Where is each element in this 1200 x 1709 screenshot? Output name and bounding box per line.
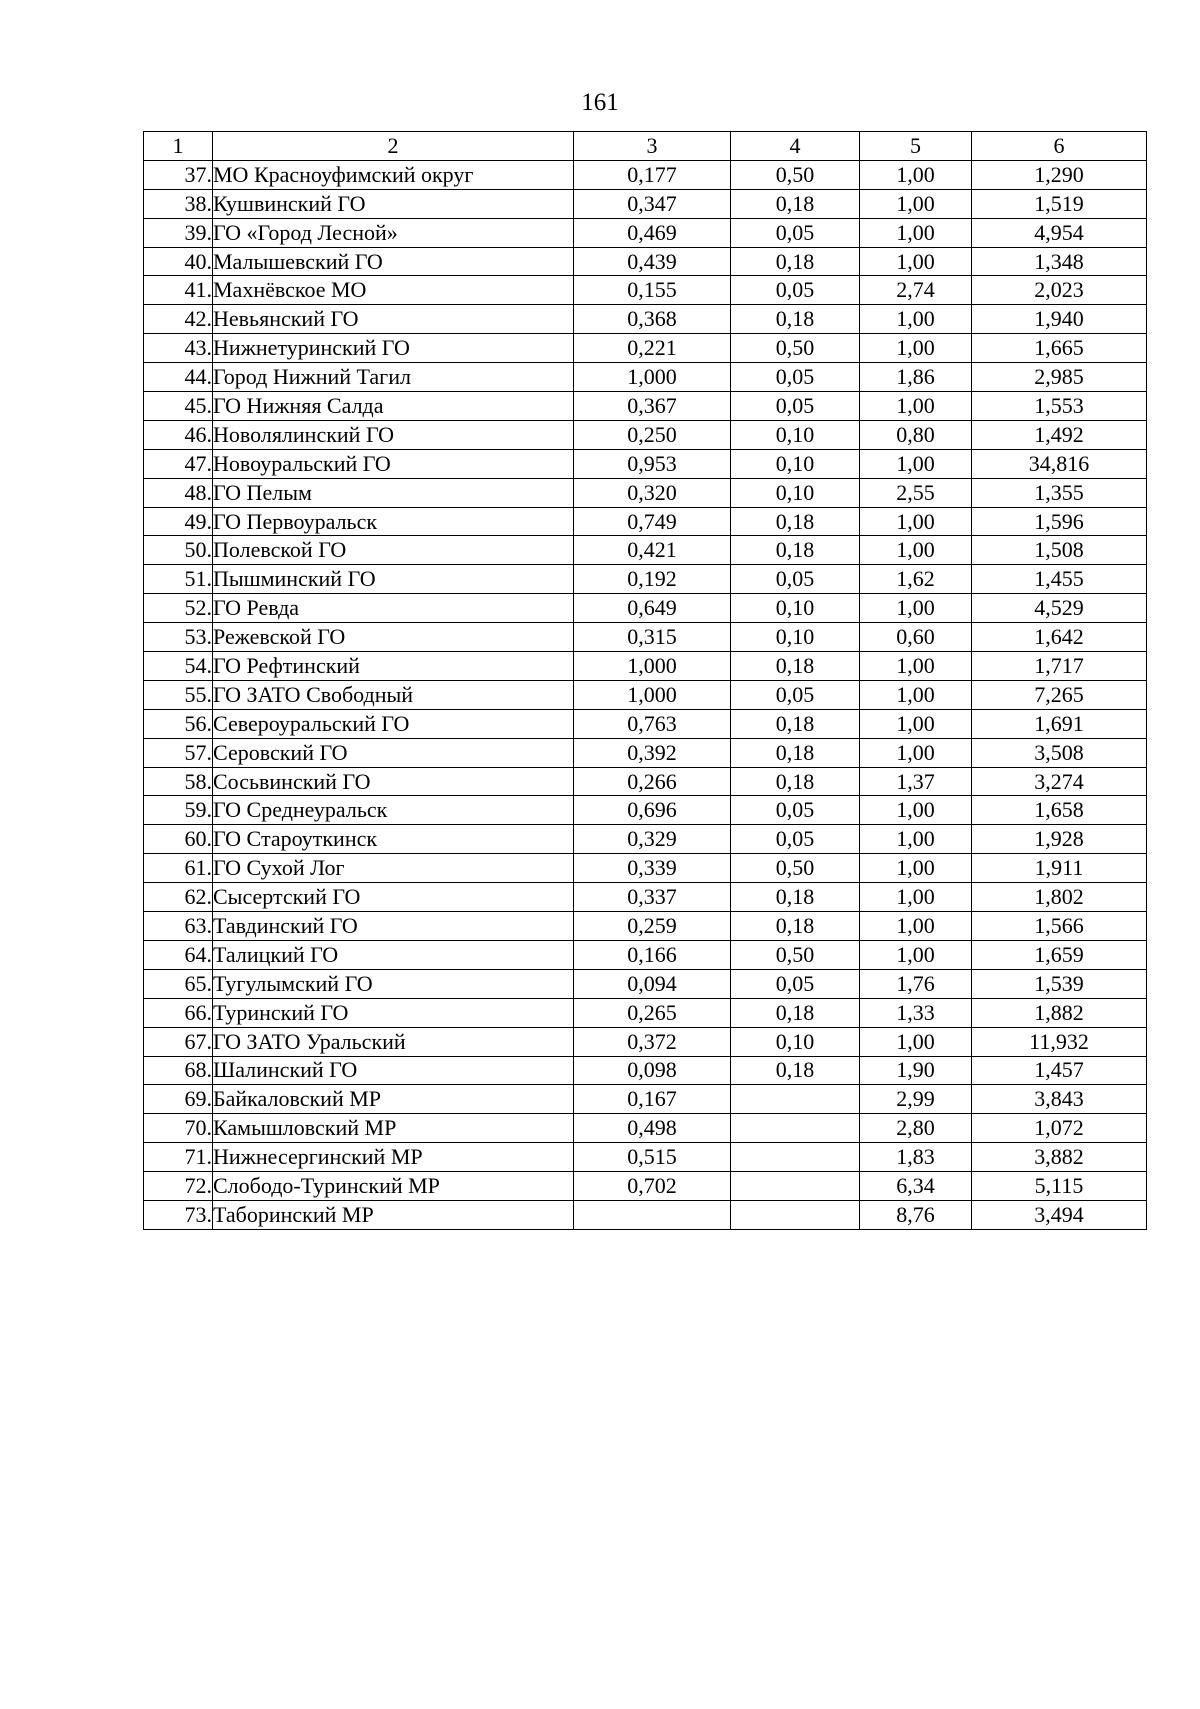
value-col-3: 0,696 — [574, 796, 731, 825]
table-row — [144, 912, 1147, 941]
value-col-5: 1,00 — [860, 218, 972, 247]
value-col-4: 0,05 — [731, 565, 860, 594]
table-body — [144, 160, 1147, 1229]
row-number: 48. — [144, 478, 213, 507]
value-col-5: 1,00 — [860, 940, 972, 969]
value-col-3: 0,392 — [574, 738, 731, 767]
value-col-3: 0,166 — [574, 940, 731, 969]
value-col-5: 1,00 — [860, 305, 972, 334]
value-col-3: 0,347 — [574, 189, 731, 218]
value-col-5: 1,00 — [860, 854, 972, 883]
value-col-5: 1,62 — [860, 565, 972, 594]
row-number: 55. — [144, 680, 213, 709]
value-col-3: 0,259 — [574, 912, 731, 941]
table-row — [144, 969, 1147, 998]
value-col-6: 1,642 — [972, 623, 1147, 652]
value-col-4: 0,18 — [731, 767, 860, 796]
table-row — [144, 767, 1147, 796]
value-col-6: 1,882 — [972, 998, 1147, 1027]
row-number: 63. — [144, 912, 213, 941]
value-col-3: 0,192 — [574, 565, 731, 594]
municipality-name: ГО Ревда — [213, 594, 574, 623]
header-col-1: 1 — [144, 132, 213, 161]
row-number: 54. — [144, 652, 213, 681]
table-row — [144, 392, 1147, 421]
table-row — [144, 1056, 1147, 1085]
header-row — [144, 132, 1147, 161]
table-row — [144, 738, 1147, 767]
value-col-5: 1,00 — [860, 652, 972, 681]
value-col-6: 3,494 — [972, 1200, 1147, 1229]
value-col-5: 1,00 — [860, 825, 972, 854]
table-row — [144, 1172, 1147, 1201]
value-col-6: 34,816 — [972, 449, 1147, 478]
value-col-4: 0,18 — [731, 247, 860, 276]
row-number: 42. — [144, 305, 213, 334]
value-col-3: 0,421 — [574, 536, 731, 565]
table-row — [144, 507, 1147, 536]
value-col-6: 1,290 — [972, 160, 1147, 189]
value-col-5: 0,80 — [860, 420, 972, 449]
table-row — [144, 623, 1147, 652]
value-col-4 — [731, 1172, 860, 1201]
municipality-name: Сысертский ГО — [213, 883, 574, 912]
value-col-6: 1,665 — [972, 334, 1147, 363]
municipality-name: Пышминский ГО — [213, 565, 574, 594]
row-number: 45. — [144, 392, 213, 421]
value-col-4: 0,18 — [731, 507, 860, 536]
row-number: 71. — [144, 1143, 213, 1172]
table-row — [144, 825, 1147, 854]
municipality-name: Байкаловский МР — [213, 1085, 574, 1114]
value-col-3: 0,155 — [574, 276, 731, 305]
value-col-3: 0,763 — [574, 709, 731, 738]
value-col-5: 1,86 — [860, 363, 972, 392]
municipality-name: Слободо-Туринский МР — [213, 1172, 574, 1201]
municipality-name: Новоуральский ГО — [213, 449, 574, 478]
value-col-4: 0,18 — [731, 305, 860, 334]
value-col-4: 0,05 — [731, 680, 860, 709]
value-col-5: 1,83 — [860, 1143, 972, 1172]
value-col-6: 3,508 — [972, 738, 1147, 767]
value-col-3: 0,177 — [574, 160, 731, 189]
row-number: 68. — [144, 1056, 213, 1085]
value-col-4: 0,10 — [731, 1027, 860, 1056]
municipality-name: ГО Рефтинский — [213, 652, 574, 681]
table-row — [144, 854, 1147, 883]
value-col-5: 1,00 — [860, 1027, 972, 1056]
row-number: 53. — [144, 623, 213, 652]
value-col-6: 1,553 — [972, 392, 1147, 421]
value-col-6: 1,566 — [972, 912, 1147, 941]
municipality-name: Невьянский ГО — [213, 305, 574, 334]
value-col-6: 1,928 — [972, 825, 1147, 854]
municipality-name: ГО Нижняя Салда — [213, 392, 574, 421]
table-row — [144, 1114, 1147, 1143]
municipality-name: Нижнесергинский МР — [213, 1143, 574, 1172]
table-row — [144, 709, 1147, 738]
value-col-4: 0,50 — [731, 940, 860, 969]
value-col-3: 0,320 — [574, 478, 731, 507]
row-number: 49. — [144, 507, 213, 536]
value-col-5: 1,00 — [860, 709, 972, 738]
value-col-6: 2,023 — [972, 276, 1147, 305]
value-col-6: 1,508 — [972, 536, 1147, 565]
table-row — [144, 594, 1147, 623]
value-col-6: 1,455 — [972, 565, 1147, 594]
row-number: 37. — [144, 160, 213, 189]
value-col-5: 1,00 — [860, 334, 972, 363]
row-number: 59. — [144, 796, 213, 825]
value-col-3: 0,649 — [574, 594, 731, 623]
value-col-6: 1,539 — [972, 969, 1147, 998]
value-col-3: 0,329 — [574, 825, 731, 854]
row-number: 40. — [144, 247, 213, 276]
value-col-5: 1,00 — [860, 449, 972, 478]
table-row — [144, 420, 1147, 449]
table-row — [144, 189, 1147, 218]
value-col-6: 1,072 — [972, 1114, 1147, 1143]
value-col-4: 0,10 — [731, 594, 860, 623]
value-col-4: 0,18 — [731, 652, 860, 681]
header-col-6: 6 — [972, 132, 1147, 161]
municipality-name: ГО Пелым — [213, 478, 574, 507]
value-col-5: 2,55 — [860, 478, 972, 507]
value-col-5: 1,00 — [860, 536, 972, 565]
municipality-name: ГО ЗАТО Уральский — [213, 1027, 574, 1056]
municipality-name: Серовский ГО — [213, 738, 574, 767]
value-col-6: 1,457 — [972, 1056, 1147, 1085]
value-col-3: 0,098 — [574, 1056, 731, 1085]
value-col-6: 4,529 — [972, 594, 1147, 623]
value-col-3: 1,000 — [574, 363, 731, 392]
value-col-4: 0,05 — [731, 825, 860, 854]
value-col-4: 0,10 — [731, 420, 860, 449]
value-col-4: 0,05 — [731, 969, 860, 998]
table-row — [144, 247, 1147, 276]
value-col-5: 0,60 — [860, 623, 972, 652]
value-col-6: 1,691 — [972, 709, 1147, 738]
value-col-4: 0,18 — [731, 912, 860, 941]
value-col-4: 0,18 — [731, 738, 860, 767]
value-col-6: 4,954 — [972, 218, 1147, 247]
value-col-4 — [731, 1143, 860, 1172]
table-row — [144, 218, 1147, 247]
value-col-4: 0,10 — [731, 623, 860, 652]
value-col-4: 0,18 — [731, 998, 860, 1027]
value-col-6: 1,659 — [972, 940, 1147, 969]
value-col-5: 1,37 — [860, 767, 972, 796]
value-col-3: 0,315 — [574, 623, 731, 652]
municipality-name: ГО Староуткинск — [213, 825, 574, 854]
table-row — [144, 1085, 1147, 1114]
municipality-name: Камышловский МР — [213, 1114, 574, 1143]
value-col-3: 1,000 — [574, 680, 731, 709]
row-number: 52. — [144, 594, 213, 623]
value-col-5: 1,00 — [860, 247, 972, 276]
municipality-name: Режевской ГО — [213, 623, 574, 652]
row-number: 72. — [144, 1172, 213, 1201]
value-col-4: 0,05 — [731, 276, 860, 305]
row-number: 39. — [144, 218, 213, 247]
row-number: 69. — [144, 1085, 213, 1114]
value-col-4: 0,18 — [731, 189, 860, 218]
municipality-name: ГО Сухой Лог — [213, 854, 574, 883]
value-col-5: 8,76 — [860, 1200, 972, 1229]
row-number: 47. — [144, 449, 213, 478]
table-row — [144, 478, 1147, 507]
value-col-3: 0,372 — [574, 1027, 731, 1056]
table-row — [144, 334, 1147, 363]
value-col-5: 2,80 — [860, 1114, 972, 1143]
value-col-4: 0,05 — [731, 796, 860, 825]
row-number: 50. — [144, 536, 213, 565]
value-col-6: 1,355 — [972, 478, 1147, 507]
row-number: 66. — [144, 998, 213, 1027]
table-row — [144, 363, 1147, 392]
value-col-6: 1,492 — [972, 420, 1147, 449]
value-col-5: 1,00 — [860, 507, 972, 536]
row-number: 56. — [144, 709, 213, 738]
value-col-5: 1,00 — [860, 189, 972, 218]
value-col-6: 1,911 — [972, 854, 1147, 883]
value-col-4: 0,50 — [731, 334, 860, 363]
table-row — [144, 652, 1147, 681]
header-col-3: 3 — [574, 132, 731, 161]
value-col-6: 2,985 — [972, 363, 1147, 392]
header-col-2: 2 — [213, 132, 574, 161]
value-col-6: 11,932 — [972, 1027, 1147, 1056]
row-number: 70. — [144, 1114, 213, 1143]
row-number: 64. — [144, 940, 213, 969]
municipality-name: ГО ЗАТО Свободный — [213, 680, 574, 709]
value-col-3: 0,469 — [574, 218, 731, 247]
municipality-name: Новолялинский ГО — [213, 420, 574, 449]
value-col-4 — [731, 1114, 860, 1143]
value-col-4 — [731, 1200, 860, 1229]
municipality-name: Малышевский ГО — [213, 247, 574, 276]
value-col-6: 5,115 — [972, 1172, 1147, 1201]
municipality-name: ГО Первоуральск — [213, 507, 574, 536]
value-col-4: 0,18 — [731, 883, 860, 912]
table-row — [144, 998, 1147, 1027]
value-col-3: 0,339 — [574, 854, 731, 883]
row-number: 60. — [144, 825, 213, 854]
value-col-5: 2,99 — [860, 1085, 972, 1114]
header-col-5: 5 — [860, 132, 972, 161]
value-col-6: 3,843 — [972, 1085, 1147, 1114]
value-col-4: 0,05 — [731, 363, 860, 392]
table-row — [144, 940, 1147, 969]
row-number: 38. — [144, 189, 213, 218]
row-number: 46. — [144, 420, 213, 449]
value-col-6: 3,882 — [972, 1143, 1147, 1172]
municipality-name: Нижнетуринский ГО — [213, 334, 574, 363]
value-col-3: 0,515 — [574, 1143, 731, 1172]
value-col-3: 0,094 — [574, 969, 731, 998]
data-table — [143, 131, 1147, 1230]
value-col-3: 0,266 — [574, 767, 731, 796]
row-number: 62. — [144, 883, 213, 912]
row-number: 43. — [144, 334, 213, 363]
row-number: 44. — [144, 363, 213, 392]
value-col-3: 0,337 — [574, 883, 731, 912]
municipality-name: Таборинский МР — [213, 1200, 574, 1229]
value-col-3: 0,439 — [574, 247, 731, 276]
row-number: 67. — [144, 1027, 213, 1056]
value-col-5: 6,34 — [860, 1172, 972, 1201]
value-col-4: 0,10 — [731, 478, 860, 507]
value-col-3: 0,167 — [574, 1085, 731, 1114]
value-col-5: 1,00 — [860, 680, 972, 709]
value-col-6: 7,265 — [972, 680, 1147, 709]
row-number: 51. — [144, 565, 213, 594]
table-row — [144, 680, 1147, 709]
value-col-4: 0,10 — [731, 449, 860, 478]
table-header — [144, 132, 1147, 161]
municipality-name: Талицкий ГО — [213, 940, 574, 969]
value-col-5: 1,00 — [860, 883, 972, 912]
value-col-5: 1,00 — [860, 594, 972, 623]
value-col-3: 1,000 — [574, 652, 731, 681]
row-number: 57. — [144, 738, 213, 767]
municipality-name: МО Красноуфимский округ — [213, 160, 574, 189]
value-col-5: 1,00 — [860, 160, 972, 189]
row-number: 41. — [144, 276, 213, 305]
value-col-3: 0,221 — [574, 334, 731, 363]
table-row — [144, 449, 1147, 478]
value-col-3: 0,749 — [574, 507, 731, 536]
row-number: 73. — [144, 1200, 213, 1229]
value-col-6: 1,940 — [972, 305, 1147, 334]
municipality-name: Тавдинский ГО — [213, 912, 574, 941]
table-row — [144, 1200, 1147, 1229]
value-col-3 — [574, 1200, 731, 1229]
value-col-4: 0,50 — [731, 160, 860, 189]
table-row — [144, 796, 1147, 825]
value-col-3: 0,367 — [574, 392, 731, 421]
table-row — [144, 1143, 1147, 1172]
value-col-6: 1,348 — [972, 247, 1147, 276]
value-col-6: 1,717 — [972, 652, 1147, 681]
value-col-6: 3,274 — [972, 767, 1147, 796]
value-col-5: 1,76 — [860, 969, 972, 998]
value-col-6: 1,658 — [972, 796, 1147, 825]
municipality-name: Шалинский ГО — [213, 1056, 574, 1085]
value-col-3: 0,368 — [574, 305, 731, 334]
municipality-name: ГО «Город Лесной» — [213, 218, 574, 247]
municipality-name: Полевской ГО — [213, 536, 574, 565]
table-row — [144, 565, 1147, 594]
value-col-6: 1,519 — [972, 189, 1147, 218]
value-col-3: 0,250 — [574, 420, 731, 449]
value-col-5: 1,90 — [860, 1056, 972, 1085]
table-row — [144, 536, 1147, 565]
value-col-5: 1,33 — [860, 998, 972, 1027]
value-col-5: 2,74 — [860, 276, 972, 305]
value-col-3: 0,265 — [574, 998, 731, 1027]
value-col-4: 0,18 — [731, 536, 860, 565]
municipality-name: Махнёвское МО — [213, 276, 574, 305]
table-row — [144, 160, 1147, 189]
row-number: 65. — [144, 969, 213, 998]
row-number: 61. — [144, 854, 213, 883]
value-col-5: 1,00 — [860, 392, 972, 421]
value-col-3: 0,953 — [574, 449, 731, 478]
value-col-5: 1,00 — [860, 796, 972, 825]
value-col-6: 1,596 — [972, 507, 1147, 536]
value-col-4 — [731, 1085, 860, 1114]
municipality-name: Город Нижний Тагил — [213, 363, 574, 392]
municipality-name: ГО Среднеуральск — [213, 796, 574, 825]
table-row — [144, 1027, 1147, 1056]
row-number: 58. — [144, 767, 213, 796]
header-col-4: 4 — [731, 132, 860, 161]
value-col-3: 0,702 — [574, 1172, 731, 1201]
value-col-4: 0,50 — [731, 854, 860, 883]
value-col-4: 0,18 — [731, 1056, 860, 1085]
value-col-4: 0,05 — [731, 218, 860, 247]
value-col-4: 0,05 — [731, 392, 860, 421]
page-number: 161 — [581, 89, 619, 116]
table-row — [144, 276, 1147, 305]
municipality-name: Туринский ГО — [213, 998, 574, 1027]
municipality-name: Кушвинский ГО — [213, 189, 574, 218]
value-col-6: 1,802 — [972, 883, 1147, 912]
municipality-name: Тугулымский ГО — [213, 969, 574, 998]
municipality-name: Североуральский ГО — [213, 709, 574, 738]
municipality-name: Сосьвинский ГО — [213, 767, 574, 796]
value-col-5: 1,00 — [860, 912, 972, 941]
table-row — [144, 883, 1147, 912]
value-col-3: 0,498 — [574, 1114, 731, 1143]
value-col-4: 0,18 — [731, 709, 860, 738]
value-col-5: 1,00 — [860, 738, 972, 767]
table-row — [144, 305, 1147, 334]
